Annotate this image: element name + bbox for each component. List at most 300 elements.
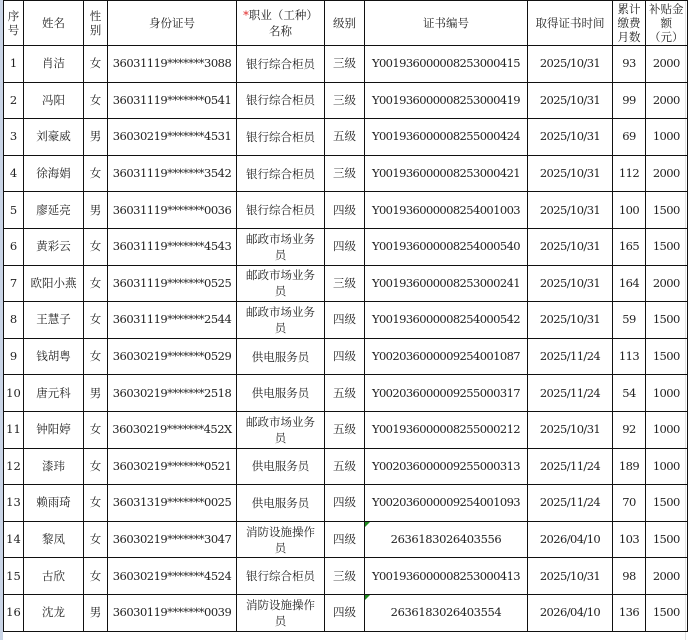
cell-months[interactable] <box>613 411 646 448</box>
table-row <box>4 338 688 375</box>
seq-value: 6 <box>9 239 18 254</box>
months-value: 164 <box>618 275 640 290</box>
cell-name[interactable] <box>24 155 84 192</box>
level-value: 三级 <box>333 56 356 71</box>
cell-seq[interactable] <box>4 594 24 631</box>
cert-date-value: 2025/10/31 <box>539 275 601 290</box>
id-number-value: 36030119*******0039 <box>112 605 232 620</box>
cell-level[interactable] <box>325 485 365 522</box>
cell-level[interactable] <box>325 228 365 265</box>
cell-subsidy[interactable] <box>646 411 688 448</box>
cell-seq[interactable] <box>4 265 24 302</box>
cell-name[interactable] <box>24 302 84 339</box>
cell-name[interactable] <box>24 558 84 595</box>
header-id-number[interactable] <box>108 1 237 46</box>
cell-level[interactable] <box>325 521 365 558</box>
cell-id-number[interactable] <box>108 338 237 375</box>
header-occupation[interactable] <box>237 1 325 46</box>
cell-level[interactable] <box>325 302 365 339</box>
name-value: 廖延亮 <box>36 202 71 217</box>
cell-seq[interactable] <box>4 155 24 192</box>
header-level-label: 级别 <box>333 16 356 30</box>
gender-value: 男 <box>89 129 102 144</box>
months-value: 70 <box>622 495 636 510</box>
cert-date-value: 2025/10/31 <box>539 166 601 181</box>
gender-value: 女 <box>89 458 102 473</box>
cell-months[interactable] <box>613 119 646 156</box>
id-number-value: 36031119*******0525 <box>112 275 232 290</box>
occupation-value: 银行综合柜员 <box>246 166 315 181</box>
cell-subsidy[interactable] <box>646 119 688 156</box>
cell-name[interactable] <box>24 448 84 485</box>
cell-occupation[interactable] <box>237 338 325 375</box>
cell-gender[interactable] <box>84 521 108 558</box>
cell-seq[interactable] <box>4 228 24 265</box>
cell-name[interactable] <box>24 594 84 631</box>
cell-level[interactable] <box>325 594 365 631</box>
subsidy-value: 1500 <box>652 495 680 510</box>
cert-number-value: 2636183026403556 <box>390 532 502 547</box>
cell-occupation[interactable] <box>237 411 325 448</box>
id-number-value: 36031119*******0541 <box>112 92 232 107</box>
seq-value: 8 <box>9 312 18 327</box>
occupation-value: 供电服务员 <box>251 459 310 474</box>
cell-subsidy[interactable] <box>646 228 688 265</box>
occupation-value: 邮政市场业务员 <box>246 414 315 445</box>
cell-level[interactable] <box>325 192 365 229</box>
table-row <box>4 302 688 339</box>
seq-value: 7 <box>9 275 18 290</box>
cell-cert-date[interactable] <box>528 411 613 448</box>
header-months[interactable] <box>613 1 646 46</box>
name-value: 钱胡粤 <box>36 349 71 364</box>
cell-name[interactable] <box>24 228 84 265</box>
cell-seq[interactable] <box>4 119 24 156</box>
months-value: 93 <box>622 56 636 71</box>
cell-occupation[interactable] <box>237 485 325 522</box>
cell-level[interactable] <box>325 375 365 412</box>
id-number-value: 36030219*******0529 <box>112 349 232 364</box>
cell-cert-date[interactable] <box>528 485 613 522</box>
cell-months[interactable] <box>613 375 646 412</box>
subsidy-value: 2000 <box>652 275 680 290</box>
header-row <box>4 1 688 46</box>
header-cert-number[interactable] <box>365 1 528 46</box>
seq-value: 14 <box>6 532 21 547</box>
cert-number-value: Y002036000009255000313 <box>371 458 521 473</box>
cert-number-value: Y001936000008253000421 <box>371 166 521 181</box>
cell-gender[interactable] <box>84 265 108 302</box>
cell-level[interactable] <box>325 82 365 119</box>
cell-occupation[interactable] <box>237 448 325 485</box>
cell-name[interactable] <box>24 485 84 522</box>
table-row <box>4 558 688 595</box>
cell-gender[interactable] <box>84 448 108 485</box>
gender-value: 女 <box>89 275 102 290</box>
cert-number-value: Y001936000008253000241 <box>371 275 521 290</box>
occupation-value: 消防设施操作员 <box>246 597 315 628</box>
cell-id-number[interactable] <box>108 448 237 485</box>
table-row <box>4 228 688 265</box>
seq-value: 4 <box>9 166 18 181</box>
gender-value: 女 <box>89 568 102 583</box>
cell-seq[interactable] <box>4 448 24 485</box>
id-number-value: 36030219*******452X <box>112 422 232 437</box>
comment-flag-icon <box>365 522 370 527</box>
months-value: 100 <box>618 202 640 217</box>
level-value: 五级 <box>333 422 356 437</box>
level-value: 四级 <box>333 532 356 547</box>
cell-id-number[interactable] <box>108 558 237 595</box>
cell-id-number[interactable] <box>108 485 237 522</box>
cell-occupation[interactable] <box>237 521 325 558</box>
cell-cert-number[interactable] <box>365 338 528 375</box>
cell-cert-number[interactable] <box>365 265 528 302</box>
cell-subsidy[interactable] <box>646 594 688 631</box>
cell-subsidy[interactable] <box>646 338 688 375</box>
table-row <box>4 119 688 156</box>
cell-id-number[interactable] <box>108 375 237 412</box>
seq-value: 13 <box>6 495 21 510</box>
table-row <box>4 411 688 448</box>
subsidy-value: 2000 <box>652 166 680 181</box>
cell-id-number[interactable] <box>108 265 237 302</box>
cell-id-number[interactable] <box>108 155 237 192</box>
cell-level[interactable] <box>325 119 365 156</box>
subsidy-value: 2000 <box>652 568 680 583</box>
cell-gender[interactable] <box>84 485 108 522</box>
cell-months[interactable] <box>613 82 646 119</box>
cert-date-value: 2025/10/31 <box>539 312 601 327</box>
level-value: 三级 <box>333 166 356 181</box>
cell-id-number[interactable] <box>108 228 237 265</box>
cell-cert-number[interactable] <box>365 594 528 631</box>
header-name[interactable] <box>24 1 84 46</box>
table-row <box>4 46 688 83</box>
cell-id-number[interactable] <box>108 594 237 631</box>
cell-months[interactable] <box>613 338 646 375</box>
id-number-value: 36031119*******2544 <box>112 312 232 327</box>
header-subsidy[interactable] <box>646 1 688 46</box>
cell-id-number[interactable] <box>108 302 237 339</box>
cell-cert-number[interactable] <box>365 411 528 448</box>
cell-seq[interactable] <box>4 338 24 375</box>
cell-occupation[interactable] <box>237 155 325 192</box>
months-value: 136 <box>618 605 640 620</box>
subsidy-value: 1500 <box>652 312 680 327</box>
seq-value: 3 <box>9 129 18 144</box>
cert-date-value: 2025/10/31 <box>539 129 601 144</box>
cert-date-value: 2025/11/24 <box>539 385 601 400</box>
cell-months[interactable] <box>613 558 646 595</box>
table-row <box>4 192 688 229</box>
cell-name[interactable] <box>24 521 84 558</box>
name-value: 漆玮 <box>42 458 65 473</box>
cell-months[interactable] <box>613 521 646 558</box>
gender-value: 女 <box>89 349 102 364</box>
cell-gender[interactable] <box>84 302 108 339</box>
gender-value: 男 <box>89 605 102 620</box>
cell-cert-number[interactable] <box>365 485 528 522</box>
occupation-value: 银行综合柜员 <box>246 93 315 108</box>
occupation-value: 邮政市场业务员 <box>246 304 315 335</box>
id-number-value: 36031119*******3542 <box>112 166 232 181</box>
cell-gender[interactable] <box>84 558 108 595</box>
cell-gender[interactable] <box>84 192 108 229</box>
months-value: 98 <box>622 568 636 583</box>
cell-level[interactable] <box>325 265 365 302</box>
cell-months[interactable] <box>613 192 646 229</box>
cell-cert-number[interactable] <box>365 521 528 558</box>
cert-number-value: Y001936000008255000212 <box>371 422 521 437</box>
cell-cert-date[interactable] <box>528 155 613 192</box>
cert-date-value: 2025/10/31 <box>539 239 601 254</box>
name-value: 赖雨琦 <box>36 495 71 510</box>
header-cert-date[interactable] <box>528 1 613 46</box>
cell-months[interactable] <box>613 448 646 485</box>
cell-subsidy[interactable] <box>646 46 688 83</box>
cell-occupation[interactable] <box>237 265 325 302</box>
cell-subsidy[interactable] <box>646 448 688 485</box>
subsidy-value: 1500 <box>652 349 680 364</box>
cell-subsidy[interactable] <box>646 302 688 339</box>
cert-number-value: Y002036000009254001093 <box>371 495 521 510</box>
cell-level[interactable] <box>325 558 365 595</box>
cell-seq[interactable] <box>4 192 24 229</box>
cell-cert-date[interactable] <box>528 448 613 485</box>
cell-cert-date[interactable] <box>528 558 613 595</box>
cell-cert-number[interactable] <box>365 228 528 265</box>
gender-value: 女 <box>89 56 102 71</box>
cell-cert-number[interactable] <box>365 302 528 339</box>
cell-level[interactable] <box>325 338 365 375</box>
name-value: 冯阳 <box>42 92 65 107</box>
cell-cert-date[interactable] <box>528 228 613 265</box>
cell-cert-number[interactable] <box>365 155 528 192</box>
seq-value: 15 <box>6 568 21 583</box>
cell-subsidy[interactable] <box>646 558 688 595</box>
cell-cert-number[interactable] <box>365 192 528 229</box>
cell-gender[interactable] <box>84 375 108 412</box>
cell-subsidy[interactable] <box>646 521 688 558</box>
cell-gender[interactable] <box>84 46 108 83</box>
header-seq[interactable] <box>4 1 24 46</box>
cell-level[interactable] <box>325 448 365 485</box>
cell-name[interactable] <box>24 265 84 302</box>
cell-occupation[interactable] <box>237 594 325 631</box>
cell-cert-number[interactable] <box>365 448 528 485</box>
cell-name[interactable] <box>24 375 84 412</box>
cell-level[interactable] <box>325 46 365 83</box>
cell-subsidy[interactable] <box>646 82 688 119</box>
cell-cert-number[interactable] <box>365 375 528 412</box>
name-value: 刘豪威 <box>36 129 71 144</box>
occupation-value: 消防设施操作员 <box>246 524 315 555</box>
cell-seq[interactable] <box>4 375 24 412</box>
cell-occupation[interactable] <box>237 375 325 412</box>
cert-date-value: 2026/04/10 <box>539 532 601 547</box>
header-gender[interactable] <box>84 1 108 46</box>
cell-seq[interactable] <box>4 485 24 522</box>
cell-subsidy[interactable] <box>646 375 688 412</box>
cell-seq[interactable] <box>4 521 24 558</box>
level-value: 四级 <box>333 605 356 620</box>
cell-cert-number[interactable] <box>365 119 528 156</box>
cell-months[interactable] <box>613 594 646 631</box>
cell-seq[interactable] <box>4 558 24 595</box>
cell-cert-date[interactable] <box>528 375 613 412</box>
name-value: 黎凤 <box>42 532 65 547</box>
occupation-value: 银行综合柜员 <box>246 569 315 584</box>
cell-gender[interactable] <box>84 338 108 375</box>
cell-level[interactable] <box>325 411 365 448</box>
name-value: 唐元科 <box>36 385 71 400</box>
cell-months[interactable] <box>613 302 646 339</box>
name-value: 肖洁 <box>42 56 65 71</box>
header-months-label: 累计缴费月数 <box>617 2 641 44</box>
gender-value: 男 <box>89 385 102 400</box>
level-value: 四级 <box>333 239 356 254</box>
occupation-value: 供电服务员 <box>251 349 310 364</box>
cell-gender[interactable] <box>84 411 108 448</box>
seq-value: 16 <box>6 605 21 620</box>
cert-date-value: 2025/11/24 <box>539 458 601 473</box>
header-cert-number-label: 证书编号 <box>423 16 469 30</box>
cell-cert-date[interactable] <box>528 302 613 339</box>
cell-seq[interactable] <box>4 46 24 83</box>
cell-cert-date[interactable] <box>528 265 613 302</box>
cell-months[interactable] <box>613 228 646 265</box>
header-id-number-label: 身份证号 <box>149 16 195 30</box>
table-row <box>4 265 688 302</box>
cell-occupation[interactable] <box>237 46 325 83</box>
table-row <box>4 375 688 412</box>
cert-date-value: 2025/11/24 <box>539 349 601 364</box>
cell-occupation[interactable] <box>237 558 325 595</box>
occupation-value: 邮政市场业务员 <box>246 231 315 262</box>
cell-name[interactable] <box>24 411 84 448</box>
subsidy-value: 2000 <box>652 56 680 71</box>
cell-id-number[interactable] <box>108 411 237 448</box>
id-number-value: 36031319*******0025 <box>112 495 232 510</box>
table-row <box>4 521 688 558</box>
months-value: 165 <box>618 239 640 254</box>
cell-seq[interactable] <box>4 302 24 339</box>
cert-number-value: Y002036000009255000317 <box>371 385 521 400</box>
seq-value: 10 <box>6 385 21 400</box>
cell-gender[interactable] <box>84 119 108 156</box>
cell-cert-date[interactable] <box>528 192 613 229</box>
cell-cert-date[interactable] <box>528 521 613 558</box>
cert-date-value: 2025/10/31 <box>539 56 601 71</box>
months-value: 112 <box>618 166 640 181</box>
cert-date-value: 2026/04/10 <box>539 605 601 620</box>
id-number-value: 36030219*******3047 <box>112 532 232 547</box>
cell-gender[interactable] <box>84 594 108 631</box>
cell-name[interactable] <box>24 82 84 119</box>
cert-date-value: 2025/11/24 <box>539 495 601 510</box>
cell-cert-date[interactable] <box>528 338 613 375</box>
table-row <box>4 155 688 192</box>
name-value: 黄彩云 <box>36 239 71 254</box>
subsidy-value: 1500 <box>652 239 680 254</box>
gender-value: 女 <box>89 422 102 437</box>
occupation-value: 供电服务员 <box>251 495 310 510</box>
cell-occupation[interactable] <box>237 119 325 156</box>
level-value: 五级 <box>333 129 356 144</box>
cell-months[interactable] <box>613 485 646 522</box>
subsidy-value: 1500 <box>652 532 680 547</box>
name-value: 王慧子 <box>36 312 71 327</box>
cell-name[interactable] <box>24 338 84 375</box>
level-value: 四级 <box>333 349 356 364</box>
cell-occupation[interactable] <box>237 192 325 229</box>
cell-subsidy[interactable] <box>646 265 688 302</box>
seq-value: 1 <box>9 56 18 71</box>
cell-id-number[interactable] <box>108 192 237 229</box>
occupation-value: 银行综合柜员 <box>246 203 315 218</box>
cell-id-number[interactable] <box>108 119 237 156</box>
cell-occupation[interactable] <box>237 228 325 265</box>
table-row <box>4 448 688 485</box>
cell-cert-number[interactable] <box>365 82 528 119</box>
name-value: 钟阳婷 <box>36 422 71 437</box>
cell-gender[interactable] <box>84 155 108 192</box>
cell-gender[interactable] <box>84 82 108 119</box>
cell-subsidy[interactable] <box>646 192 688 229</box>
cert-date-value: 2025/10/31 <box>539 568 601 583</box>
cell-name[interactable] <box>24 46 84 83</box>
comment-flag-icon <box>365 595 370 600</box>
cell-id-number[interactable] <box>108 46 237 83</box>
cell-seq[interactable] <box>4 411 24 448</box>
cell-cert-date[interactable] <box>528 594 613 631</box>
cell-cert-number[interactable] <box>365 558 528 595</box>
cell-months[interactable] <box>613 265 646 302</box>
months-value: 59 <box>622 312 636 327</box>
cell-id-number[interactable] <box>108 82 237 119</box>
subsidy-spreadsheet <box>3 0 688 632</box>
cell-occupation[interactable] <box>237 302 325 339</box>
subsidy-value: 1000 <box>652 422 680 437</box>
cert-number-value: Y001936000008253000419 <box>371 92 521 107</box>
cell-occupation[interactable] <box>237 82 325 119</box>
cell-cert-number[interactable] <box>365 46 528 83</box>
cell-cert-date[interactable] <box>528 46 613 83</box>
cell-cert-date[interactable] <box>528 119 613 156</box>
cell-subsidy[interactable] <box>646 485 688 522</box>
cell-name[interactable] <box>24 192 84 229</box>
level-value: 四级 <box>333 312 356 327</box>
cell-gender[interactable] <box>84 228 108 265</box>
cell-cert-date[interactable] <box>528 82 613 119</box>
cell-id-number[interactable] <box>108 521 237 558</box>
cert-number-value: Y001936000008254001003 <box>371 202 521 217</box>
header-level[interactable] <box>325 1 365 46</box>
cell-months[interactable] <box>613 46 646 83</box>
gender-value: 男 <box>89 202 102 217</box>
subsidy-value: 1000 <box>652 385 680 400</box>
cell-months[interactable] <box>613 155 646 192</box>
table-row <box>4 594 688 631</box>
cell-level[interactable] <box>325 155 365 192</box>
cell-subsidy[interactable] <box>646 155 688 192</box>
seq-value: 9 <box>9 349 18 364</box>
cell-name[interactable] <box>24 119 84 156</box>
subsidy-value: 1500 <box>652 202 680 217</box>
cell-seq[interactable] <box>4 82 24 119</box>
header-gender-label: 性别 <box>89 9 102 37</box>
